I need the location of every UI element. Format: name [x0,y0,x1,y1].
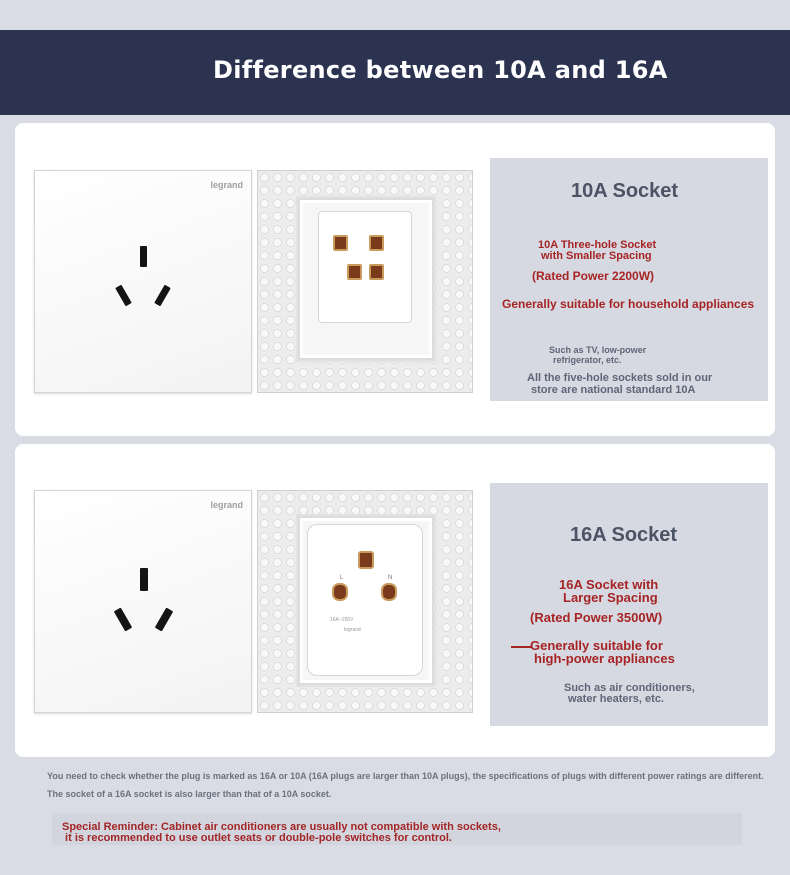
terminal-pin [369,264,384,280]
terminal-label-l: L [340,575,344,581]
reminder-line1: Special Reminder: Cabinet air conditioners are usually not compatible with sockets, [62,821,501,833]
examples-10a-line1: Such as TV, low-power [549,345,647,355]
socket-module-10a [318,211,412,323]
socket-hole-earth [140,246,147,267]
terminal-pin-neutral [381,583,397,601]
spec-10a-line2: with Smaller Spacing [541,250,652,262]
brand-logo: legrand [210,500,243,510]
page-title: Difference between 10A and 16A [213,56,668,84]
terminal-pin-earth [358,551,374,569]
footnote-line1: You need to check whether the plug is marked as 16A or 10A (16A plugs are larger than 10A plugs), the specifications of plugs with different power ratings are different. [47,771,764,781]
terminal-pin [347,264,362,280]
socket-module-16a [307,524,423,676]
examples-10a-line2: refrigerator, etc. [553,355,622,365]
socket-hole-live [114,608,132,632]
module-brand-label: legrand [344,627,361,633]
usage-16a-line1: Generally suitable for [530,638,663,653]
reminder-line2: it is recommended to use outlet seats or double-pole switches for control. [62,832,452,844]
decorative-dash [511,646,531,648]
socket-hole-live [115,285,132,307]
module-rating-label: 16A~250V [330,617,354,623]
rated-power-16a: (Rated Power 3500W) [530,610,663,625]
socket-hole-neutral [154,285,171,307]
spec-10a-line1: 10A Three-hole Socket [538,239,657,251]
socket-hole-neutral [155,608,173,632]
socket-hole-earth [140,568,148,591]
examples-16a-line1: Such as air conditioners, [564,682,695,694]
terminal-pin [333,235,348,251]
terminal-pin-live [332,583,348,601]
socket-10a-back-plate [257,170,473,393]
socket-10a-title: 10A Socket [571,180,679,202]
footnote-line2: The socket of a 16A socket is also larger than that of a 10A socket. [47,789,332,799]
terminal-pin [369,235,384,251]
note-10a-line2: store are national standard 10A [531,384,696,396]
usage-16a-line2: high-power appliances [534,651,675,666]
usage-10a: Generally suitable for household appliances [502,297,755,311]
terminal-label-n: N [388,575,393,581]
note-10a-line1: All the five-hole sockets sold in our [527,372,713,384]
socket-16a-back-plate [257,490,473,713]
socket-16a-title: 16A Socket [570,524,678,546]
rated-power-10a: (Rated Power 2200W) [532,269,655,283]
spec-16a-line2: Larger Spacing [563,590,658,605]
socket-10a-front-plate [34,170,252,393]
examples-16a-line2: water heaters, etc. [568,693,664,705]
socket-16a-front-plate [34,490,252,713]
spec-16a-line1: 16A Socket with [559,577,659,592]
brand-logo: legrand [210,180,243,190]
